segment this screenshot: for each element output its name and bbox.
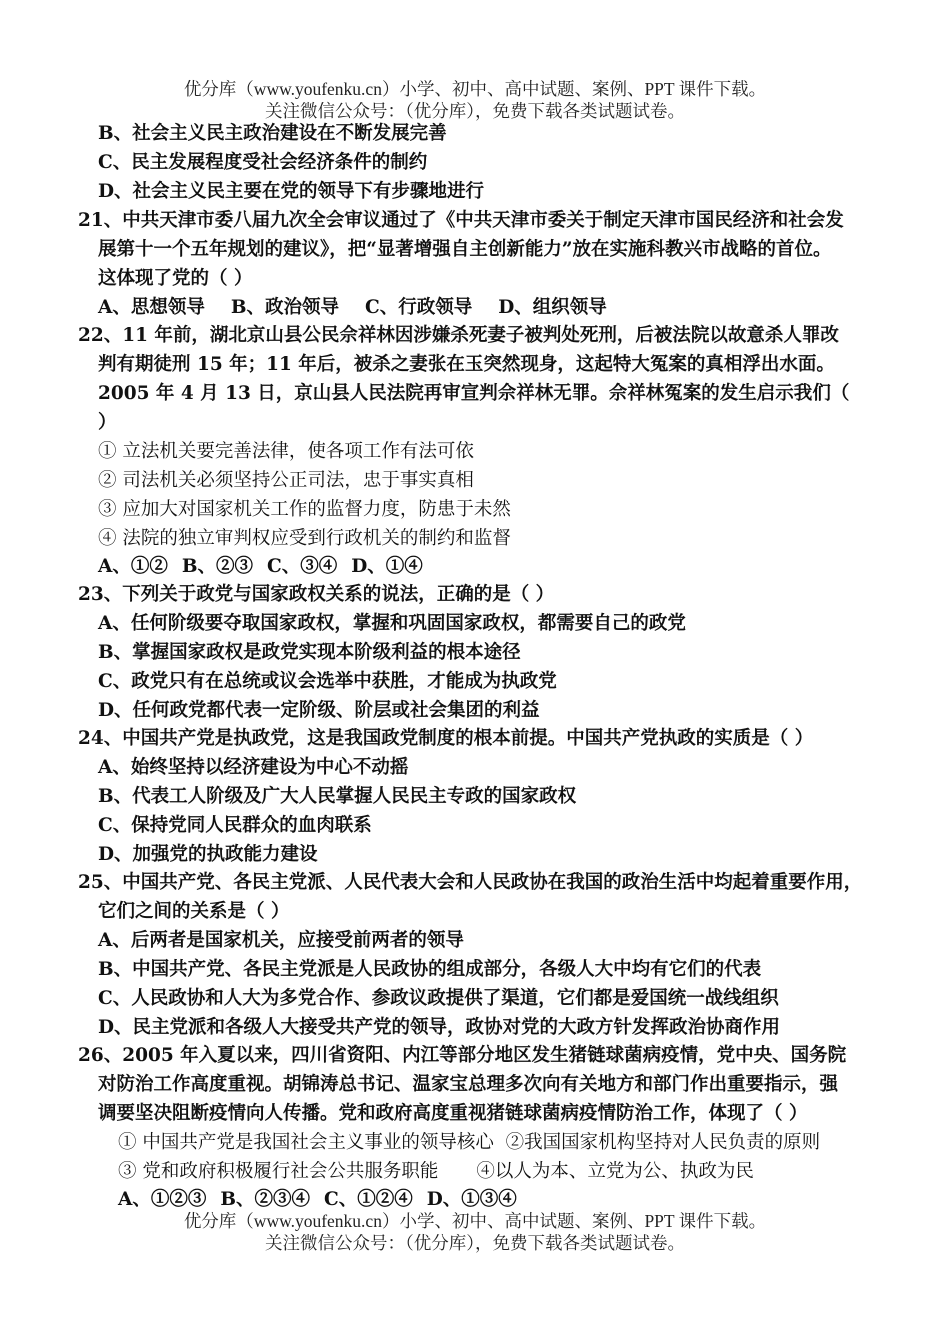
q26-items-row-2 [118,1158,754,1186]
q26-option-d: D、①③④ [426,1189,517,1210]
q22-option-a: A、①② [98,556,168,577]
q22-stem-line-3: 2005 年 4 月 13 日，京山县人民法院再审宣判佘祥林无罪。佘祥林冤案的发生启示我们（ [98,383,850,404]
q26-option-a: A、①②③ [118,1189,207,1210]
q23-option-b: B、掌握国家政权是政党实现本阶级利益的根本途径 [98,642,521,663]
q21-option-d: D、组织领导 [498,297,607,318]
q26-items-row-1 [118,1129,820,1157]
q25-stem-line-1: 25、中国共产党、各民主党派、人民代表大会和人民政协在我国的政治生活中均起着重要作用， [78,872,863,893]
q22-option-d: D、①④ [351,556,423,577]
q26-stem-line-3: 调要坚决阻断疫情向人传播。党和政府高度重视猪链球菌病疫情防治工作，体现了（ ） [98,1103,808,1124]
q22-stem-line-2: 判有期徒刑 15 年；11 年后，被杀之妻张在玉突然现身，这起特大冤案的真相浮出水面。 [98,354,835,375]
q22-stem-line-1: 22、11 年前，湖北京山县公民佘祥林因涉嫌杀死妻子被判处死刑，后被法院以故意杀人罪改 [78,325,839,346]
prev-option-c: C、民主发展程度受社会经济条件的制约 [98,152,428,173]
q23-option-c: C、政党只有在总统或议会选举中获胜，才能成为执政党 [98,671,557,692]
q22-item-3: ③ 应加大对国家机关工作的监督力度，防患于未然 [98,499,511,520]
q24-option-b: B、代表工人阶级及广大人民掌握人民民主专政的国家政权 [98,786,577,807]
q26-stem-line-1: 26、2005 年入夏以来，四川省资阳、内江等部分地区发生猪链球菌病疫情，党中央、国务院 [78,1045,847,1066]
q24-option-c: C、保持党同人民群众的血肉联系 [98,815,372,836]
header-line-1: 优分库（www.youfenku.cn）小学、初中、高中试题、案例、PPT 课件下载。 [183,79,767,99]
q25-option-b: B、中国共产党、各民主党派是人民政协的组成部分，各级人大中均有它们的代表 [98,959,762,980]
header-line-2: 关注微信公众号：（优分库），免费下载各类试题试卷。 [265,101,685,121]
q21-options [98,294,607,322]
q21-stem-line-3: 这体现了党的（ ） [98,268,253,289]
q23-option-d: D、任何政党都代表一定阶级、阶层或社会集团的利益 [98,700,540,721]
q23-option-a: A、任何阶级要夺取国家政权，掌握和巩固国家政权，都需要自己的政党 [98,613,686,634]
page-footer [0,1210,950,1254]
q21-stem-line-1: 21、中共天津市委八届九次全会审议通过了《中共天津市委关于制定天津市国民经济和社会发 [78,210,844,231]
q22-option-b: B、②③ [181,556,253,577]
q25-option-c: C、人民政协和人大为多党合作、参政议政提供了渠道，它们都是爱国统一战线组织 [98,988,779,1009]
q25-stem-line-2: 它们之间的关系是（ ） [98,901,290,922]
q26-option-b: B、②③④ [220,1189,310,1210]
q22-option-c: C、③④ [267,556,338,577]
q22-stem-line-4: ） [98,412,117,433]
q21-option-c: C、行政领导 [365,297,473,318]
q24-option-d: D、加强党的执政能力建设 [98,844,318,865]
q26-item-2: ②我国国家机构坚持对人民负责的原则 [505,1132,821,1153]
q22-item-4: ④ 法院的独立审判权应受到行政机关的制约和监督 [98,528,511,549]
q26-item-3: ③ 党和政府积极履行社会公共服务职能 [118,1161,439,1182]
q23-stem-line-1: 23、下列关于政党与国家政权关系的说法，正确的是（ ） [78,584,555,605]
q24-stem-line-1: 24、中国共产党是执政党，这是我国政党制度的根本前提。中国共产党执政的实质是（ ） [78,728,814,749]
q21-option-b: B、政治领导 [230,297,339,318]
q26-item-4: ④以人为本、立党为公、执政为民 [476,1161,754,1182]
q22-item-2: ② 司法机关必须坚持公正司法，忠于事实真相 [98,470,474,491]
page-header [0,78,950,122]
footer-line-1: 优分库（www.youfenku.cn）小学、初中、高中试题、案例、PPT 课件下载。 [183,1211,767,1231]
prev-option-d: D、社会主义民主要在党的领导下有步骤地进行 [98,181,485,202]
q22-item-1: ① 立法机关要完善法律，使各项工作有法可依 [98,441,474,462]
footer-line-2: 关注微信公众号：（优分库），免费下载各类试题试卷。 [265,1233,685,1253]
q22-options [98,553,423,581]
q26-option-c: C、①②④ [324,1189,413,1210]
q26-item-1: ① 中国共产党是我国社会主义事业的领导核心 [118,1132,494,1153]
q25-option-a: A、后两者是国家机关，应接受前两者的领导 [98,930,464,951]
q21-option-a: A、思想领导 [98,297,205,318]
q24-option-a: A、始终坚持以经济建设为中心不动摇 [98,757,409,778]
q25-option-d: D、民主党派和各级人大接受共产党的领导，政协对党的大政方针发挥政治协商作用 [98,1017,781,1038]
q26-stem-line-2: 对防治工作高度重视。胡锦涛总书记、温家宝总理多次向有关地方和部门作出重要指示，强 [98,1074,839,1095]
prev-option-b: B、社会主义民主政治建设在不断发展完善 [98,123,447,144]
q21-stem-line-2: 展第十一个五年规划的建议》，把“显著增强自主创新能力”放在实施科教兴市战略的首位。 [98,239,832,260]
